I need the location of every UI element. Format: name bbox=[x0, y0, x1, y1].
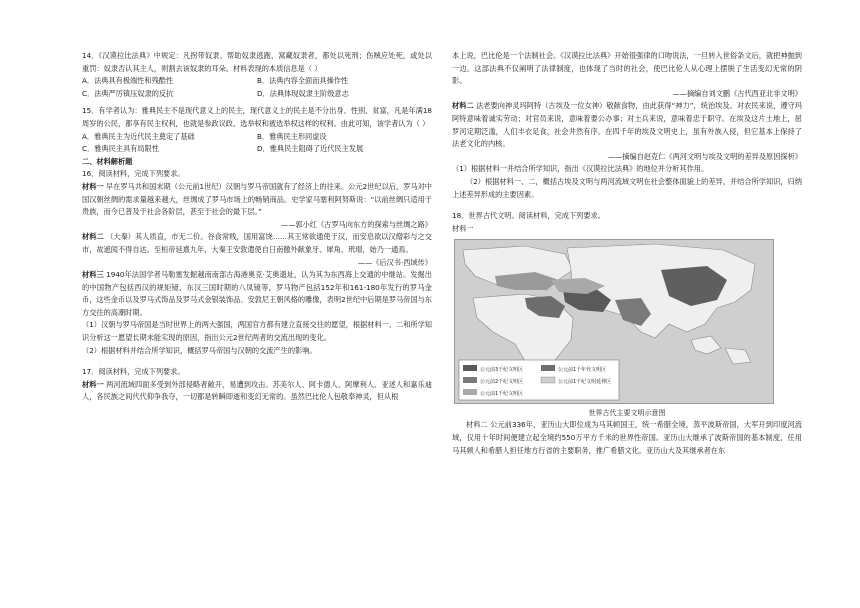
q16-heading: 16．阅读材料，完成下列要求。 bbox=[82, 169, 185, 179]
legend-label-4: 公元前1千年代文明区 bbox=[558, 367, 607, 374]
q17-m1-continued: 本上说，巴比伦是一个法制社会。《汉谟拉比法典》开始很强律的口吻说法，一旦转入世俗条文后，就把神抛到一边。这部法典不仅阐明了法律制度，也体现了当时的社会，使巴比伦人从心理上摆脱了生活变幻无常的阴影。 bbox=[452, 51, 802, 86]
q14-option-c: C．法典严厉镇压奴隶的反抗 bbox=[82, 88, 174, 98]
q17-requirement-2: （2）根据材料一、二，概括古埃及文明与两河流域文明在社会整体面貌上的差异，并结合所学知识，归纳上述差异形成的主要因素。 bbox=[452, 176, 802, 199]
q17-material-2 bbox=[452, 100, 802, 150]
q14-stem: 14．《汉谟拉比法典》中规定：凡拐带奴隶、帮助奴隶逃跑、窝藏奴隶者，都处以死刑；伤贼应处死，或处以重罚：奴隶否认其主人，则割去该奴隶的耳朵。材料表现的本质信息是（ ） bbox=[82, 51, 432, 73]
q15-option-b: B．雅典民主形同虚设 bbox=[257, 131, 327, 141]
q17-m2-text: 法老要向神灵玛阿特（古埃及一位女神）敬献食物，由此获得“神力”，统治埃及、对农民来说，遵守玛阿特意味着诚实劳动；对官员来说，意味着要公办事；对士兵来说，意味着忠于职守。在埃及这片土地上，屈罗河定期泛滥，人们丰衣足食，社会井然有序。在四千年的埃及文明史上，虽有外族入侵，但它基本上保持了法老文化的内核。 bbox=[452, 101, 802, 149]
q16-m1-text: 早在罗马共和国末期（公元前1世纪）汉朝与罗马帝国就有了经济上的往来。公元2世纪以后，罗马对中国汉朝丝绸的需求量越来越大，丝绸成了罗马市场上的畅销商品。史学家马塞利阿努斯说：“以前丝绸只适用于贵族，而今已普及于社会各阶层，甚至于社会的最下层。” bbox=[82, 181, 432, 217]
q17-material-1 bbox=[82, 379, 432, 404]
q18-m1-label: 材料一 bbox=[452, 223, 474, 233]
q18-m2-text: 公元前336年，亚历山大即位成为马其顿国王，统一希腊全境，蒸平波斯帝国，大军开到印度河流域，仅用十年时间便建立起全境约550万平方千米的世界性帝国。亚历山大继承了波斯帝国的基本制度，任用马其顿人和希腊人担任地方行省的主要职务，推广希腊文化。亚历山大及其继承者在东 bbox=[452, 420, 802, 455]
q15-stem: 15．有学者认为：雅典民主不是现代意义上的民主，现代意义上的民主是不分出身、性别、贫富，凡是年满18周岁的公民，都享有民主权利，也就是参政议政、选举权和被选举权这样的权利。由此可知，该学者认为（ ） bbox=[82, 106, 432, 128]
q17-m2-source: ——摘编自赵克仁《两河文明与埃及文明的差异及原因探析》 bbox=[607, 151, 802, 161]
q14-option-d: D．法典体现奴隶主阶级意志 bbox=[257, 88, 349, 98]
section-title: 二、材料解析题 bbox=[82, 156, 133, 166]
q16-requirement-2: （2）根据材料并结合所学知识，概括罗马帝国与汉朝的交流产生的影响。 bbox=[82, 345, 317, 355]
q15-option-d: D．雅典民主阻碍了近代民主发展 bbox=[257, 144, 364, 154]
q15-options-row1 bbox=[82, 131, 432, 144]
legend-label-5: 公元前1千纪文明延伸区 bbox=[558, 379, 612, 386]
legend-swatch-5 bbox=[541, 377, 555, 383]
q18-m2-label: 材料二 bbox=[466, 420, 488, 430]
q14-option-b: B．法典内容全面而具操作性 bbox=[257, 76, 349, 86]
q17-m1-source: ——摘编自刘文鹏《古代西亚北非文明》 bbox=[672, 88, 802, 98]
q14-options-row1 bbox=[82, 75, 432, 88]
q16-material-2 bbox=[82, 231, 432, 256]
q14-option-a: A．法典具有极端性和残酷性 bbox=[82, 76, 174, 86]
q18-heading: 18．世界古代文明。阅读材料，完成下列要求。 bbox=[452, 211, 605, 221]
left-column bbox=[82, 50, 432, 404]
q16-m3-label: 材料三 bbox=[82, 270, 104, 280]
right-column bbox=[452, 50, 802, 457]
q17-m2-label: 材料二 bbox=[452, 101, 474, 111]
q14-options-row2 bbox=[82, 88, 432, 101]
q17-requirement-1: （1）根据材料一并结合所学知识，指出《汉谟拉比法典》的地位并分析其作用。 bbox=[452, 164, 709, 174]
map-caption: 世界古代主要文明示意图 bbox=[588, 409, 666, 418]
q15-option-a: A．雅典民主为近代民主奠定了基础 bbox=[82, 131, 195, 141]
legend-swatch-3 bbox=[463, 389, 477, 395]
q18-material-2 bbox=[452, 419, 802, 457]
legend-swatch-2 bbox=[463, 377, 477, 383]
q17-m1-text: 两河流域四面多受到外部侵略者敞开，易遭到攻击。苏美尔人、阿卡德人、阿摩利人、亚述人和嘉乐迪人，各民族之间代代仰争我夺，一切都是转瞬即逝和变幻无常的。虽然巴比伦人包敬奉神灵，但从根 bbox=[82, 379, 432, 402]
legend-swatch-1 bbox=[463, 365, 477, 371]
q16-material-3 bbox=[82, 269, 432, 319]
ancient-civilizations-map bbox=[454, 239, 774, 404]
q17-m1-label: 材料一 bbox=[82, 379, 104, 389]
q16-m1-label: 材料一 bbox=[82, 181, 104, 191]
q16-m2-text: （大秦）其人质直，市无二价。谷食常贱，国用富饶……其王常欲通使于汉，而安息欲以汉缯彩与之交市，故遮阂不得自达。至桓帝延熹九年，大秦王安敦遣使自日南徼外献象牙、犀角、玳瑁，始乃一通焉。 bbox=[82, 232, 432, 254]
legend-label-2: 公元前2千纪文明区 bbox=[480, 379, 524, 386]
legend-swatch-4 bbox=[541, 365, 555, 371]
q16-requirement-1: （1）汉朝与罗马帝国是当时世界上的两大强国，两国官方都有建立直接交往的愿望，根据材料一、二和所学知识分析这一愿望长期未能实现的原因，指出公元2世纪两者的交流出现的变化。 bbox=[82, 320, 432, 343]
legend-label-3: 公元前1千纪文明区 bbox=[480, 391, 524, 398]
q17-heading: 17．阅读材料，完成下列要求。 bbox=[82, 367, 185, 377]
q15-options-row2 bbox=[82, 143, 432, 156]
q15-option-c: C．雅典民主具有局限性 bbox=[82, 144, 159, 154]
q16-material-1 bbox=[82, 181, 432, 219]
legend-label-1: 公元前3千纪文明区 bbox=[480, 367, 524, 374]
q16-m2-label: 材料二 bbox=[82, 232, 104, 242]
q16-m1-source: ——郭小红《古罗马向东方的探索与丝绸之路》 bbox=[281, 219, 432, 229]
q16-m2-source: ——《后汉书·西域传》 bbox=[357, 257, 432, 267]
q16-m3-text: 1940年法国学者马勒塞发掘越南南部古海港奥克·艾奥遗址，认为其为东西海上交通的中继站。发掘出的中国物产包括西汉的规矩镜、东汉三国时期的八凤镜等，罗马物产包括152年和161-180年发行的罗马金币，这些金币以及罗马式饰品及罗马式金银装饰品、安敦尼王朝风格的雕像，表明2世纪中后期是罗马帝国与东方交往的高潮时期。 bbox=[82, 270, 432, 317]
